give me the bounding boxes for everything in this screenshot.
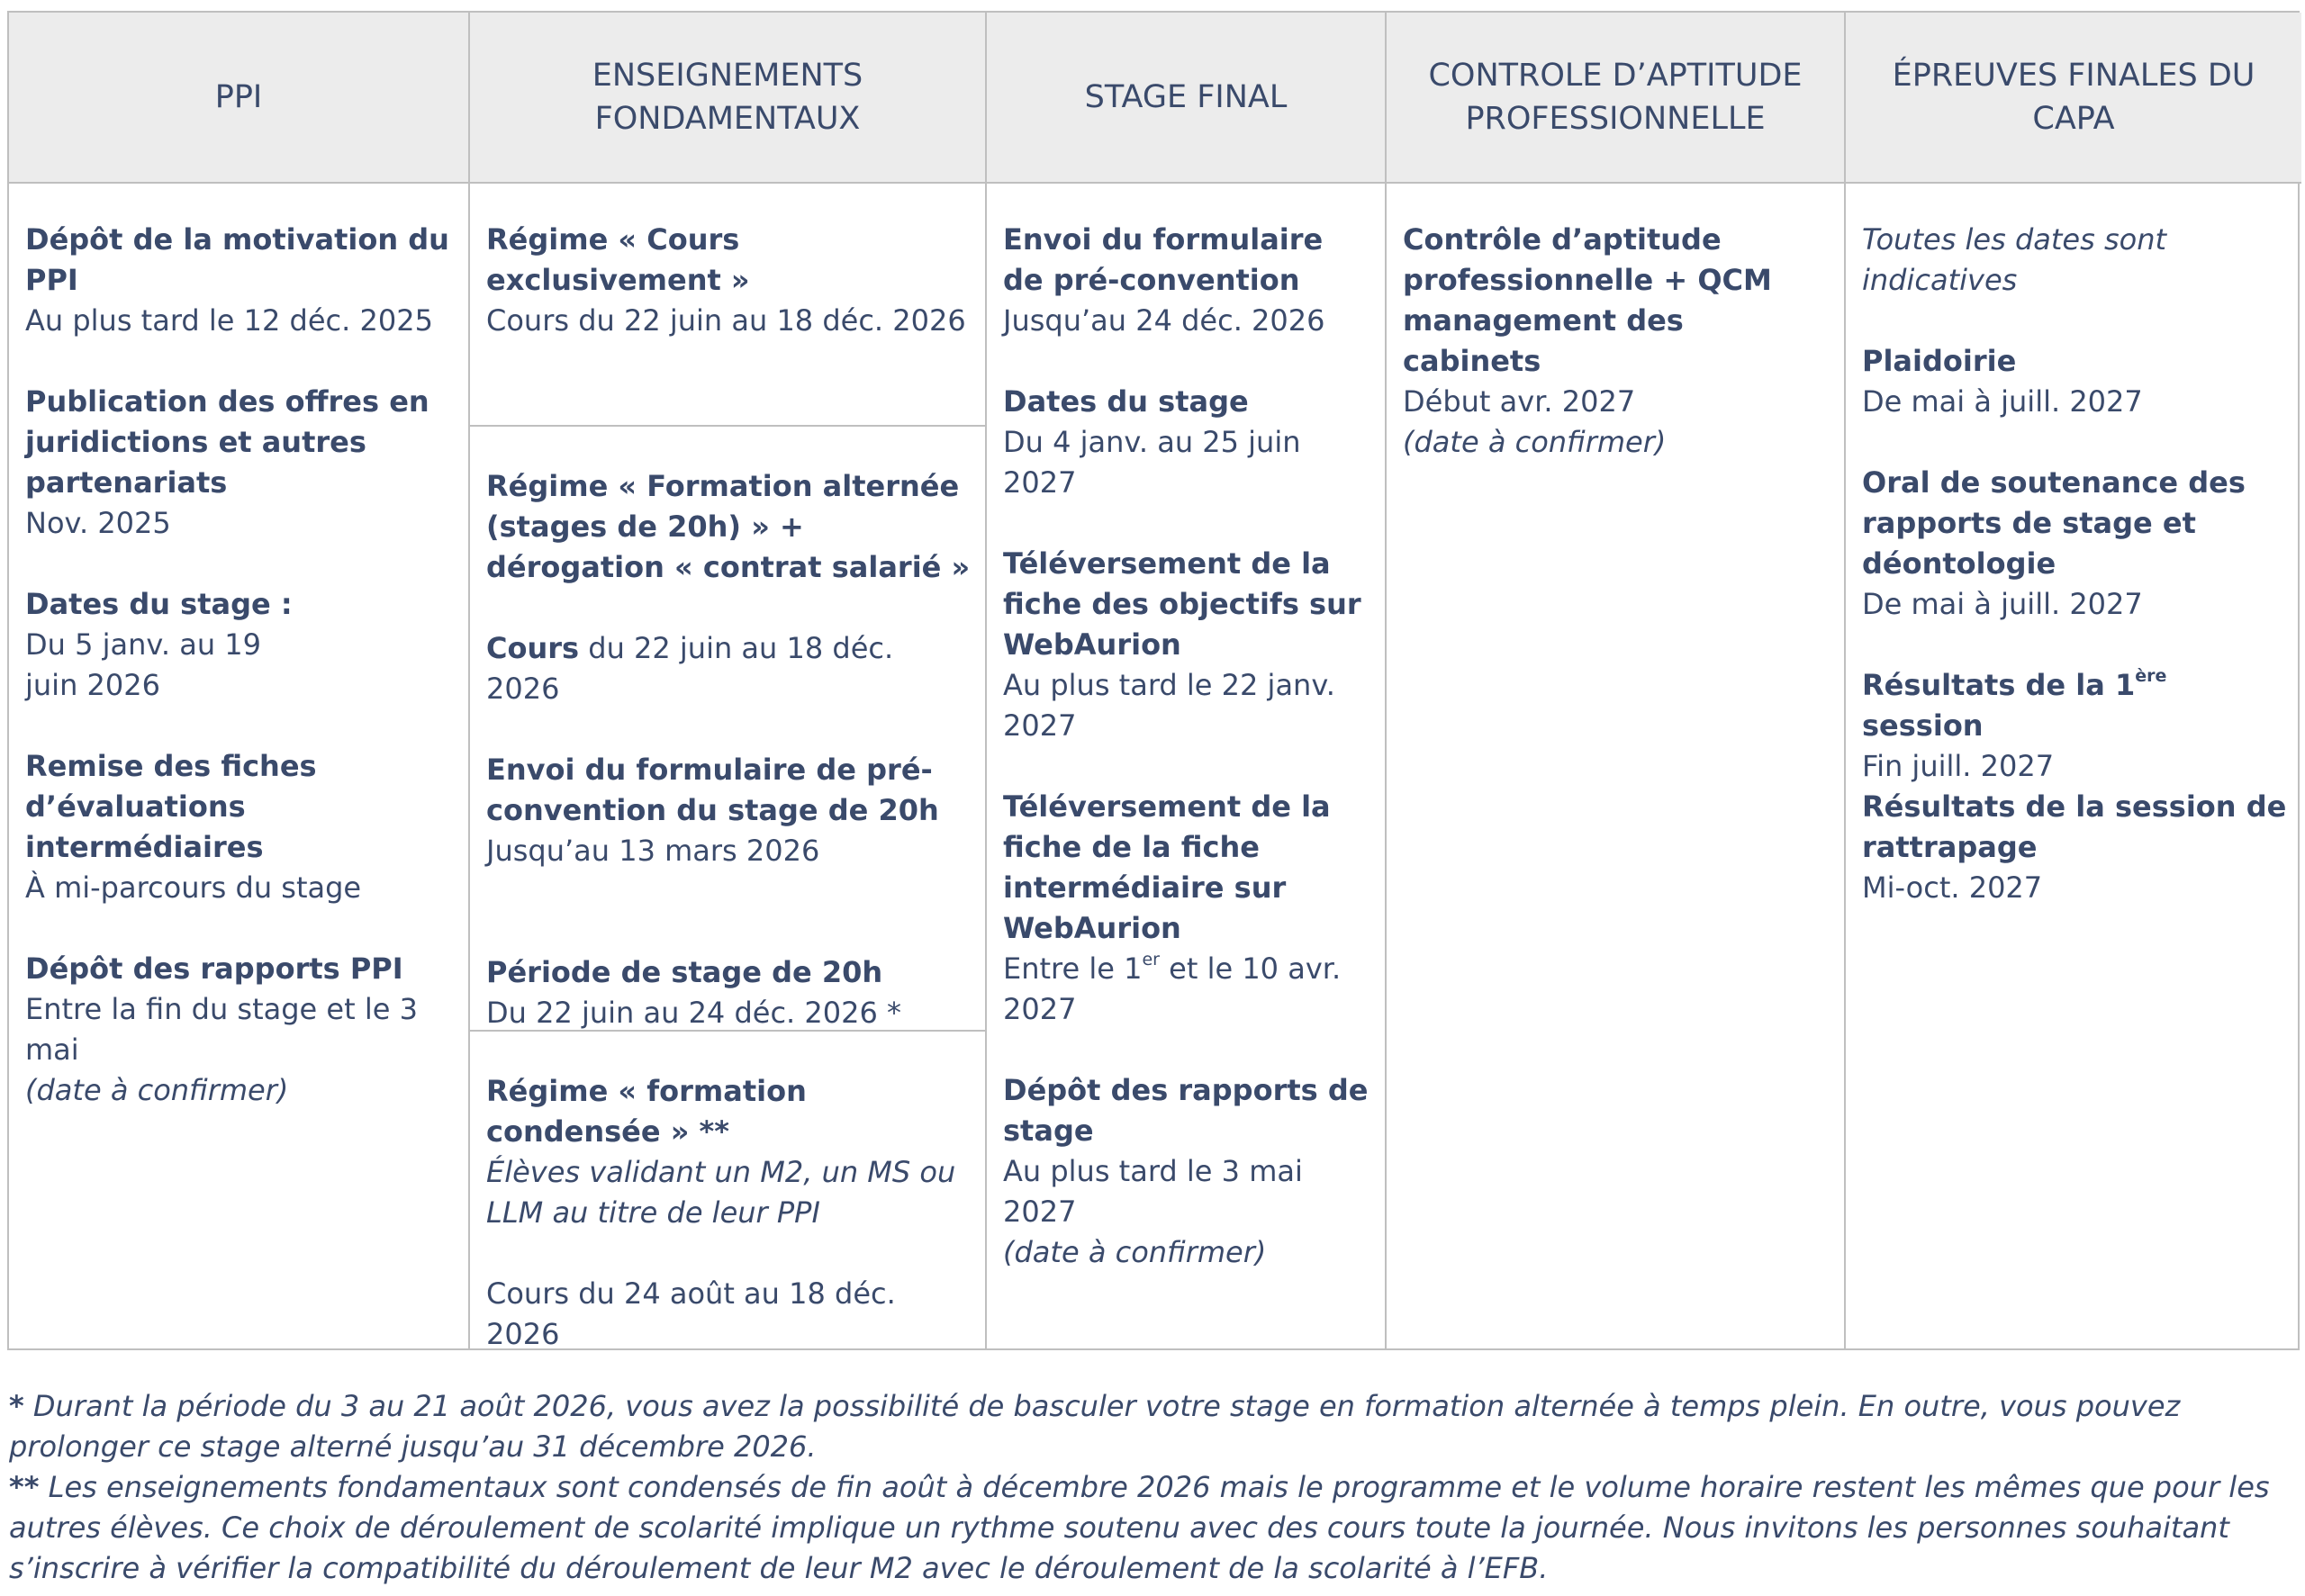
regime-formation-condensee: Régime « formation condensée » ** Élèves validant un M2, un MS ou LLM au titre de leur PPI Cours du 24 août au 18 déc. 2026	[470, 1030, 985, 1348]
column-ppi	[9, 13, 468, 1348]
stage-item: Téléversement de la fiche de la fiche intermédiaire sur WebAurion Entre le 1er et le 10 avr. 2027	[1003, 789, 1342, 1026]
stage-item: Envoi du formulaire de pré-convention Jusqu’au 24 déc. 2026	[1003, 222, 1325, 338]
stage-item: Dates du stage Du 4 janv. au 25 juin 2027	[1003, 384, 1301, 500]
epreuves-intro: Toutes les dates sont indicatives	[1862, 222, 2167, 297]
epreuves-item: Oral de soutenance des rapports de stage et déontologie De mai à juill. 2027	[1862, 465, 2246, 621]
schedule-table	[7, 11, 2300, 1350]
ppi-item: Dépôt des rapports PPI Entre la fin du stage et le 3 mai (date à confirmer)	[25, 951, 418, 1107]
column-enseignements	[468, 13, 985, 1351]
stage-item: Dépôt des rapports de stage Au plus tard le 3 mai 2027 (date à confirmer)	[1003, 1073, 1369, 1269]
column-controle-aptitude	[1385, 13, 1844, 1348]
ppi-item: Dates du stage : Du 5 janv. au 19 juin 2026	[25, 587, 293, 702]
column-header-enseignements: ENSEIGNEMENTS FONDAMENTAUX	[470, 13, 985, 184]
column-stage-final	[985, 13, 1385, 1348]
regime-formation-alternee: Régime « Formation alternée (stages de 20h) » + dérogation « contrat salarié » Cours du 22 juin au 18 déc. 2026 Envoi du formulaire de pré-convention du stage de 20h Jusqu’au 13 mars 2026 Période de stage de 20h Du 22 juin au 24 déc. 2026 *	[470, 425, 985, 1030]
ppi-item: Remise des fiches d’évaluations intermédiaires À mi-parcours du stage	[25, 749, 362, 905]
epreuves-item: Résultats de la 1ère session Fin juill. 2027	[1862, 666, 2167, 783]
ppi-item: Publication des offres en juridictions et autres partenariats Nov. 2025	[25, 384, 429, 540]
controle-item: Contrôle d’aptitude professionnelle + QCM management des cabinets Début avr. 2027 (date à confirmer)	[1403, 222, 1772, 459]
footnote-2: ** Les enseignements fondamentaux sont condensés de fin août à décembre 2026 mais le programme et le volume horaire restent les mêmes que pour les autres élèves. Ce choix de déroulement de scolarité implique un rythme soutenu avec des cours toute la journée. Nous invitons les personnes souhaitant s’inscrire à vérifier la compatibilité du déroulement de leur M2 avec le déroulement de la scolarité à l’EFB.	[9, 1470, 2270, 1585]
stage-item: Téléversement de la fiche des objectifs sur WebAurion Au plus tard le 22 janv. 2027	[1003, 546, 1361, 743]
column-epreuves-finales	[1844, 13, 2301, 1348]
regime-cours-exclusivement: Régime « Cours exclusivement » Cours du 22 juin au 18 déc. 2026	[486, 222, 966, 338]
column-header-controle: CONTROLE D’APTITUDE PROFESSIONNELLE	[1387, 13, 1844, 184]
epreuves-item: Plaidoirie De mai à juill. 2027	[1862, 344, 2143, 419]
column-header-epreuves: ÉPREUVES FINALES DU CAPA	[1846, 13, 2301, 184]
column-header-stage-final: STAGE FINAL	[987, 13, 1385, 184]
ppi-item: Dépôt de la motivation du PPI Au plus tard le 12 déc. 2025	[25, 222, 449, 338]
footnote-1: * Durant la période du 3 au 21 août 2026, vous avez la possibilité de basculer votre stage en formation alternée à temps plein. En outre, vous pouvez prolonger ce stage alterné jusqu’au 31 décembre 2026.	[9, 1389, 2181, 1464]
footnotes	[9, 1386, 2296, 1589]
column-header-ppi: PPI	[9, 13, 468, 184]
epreuves-item: Résultats de la session de rattrapage Mi-oct. 2027	[1862, 789, 2287, 905]
